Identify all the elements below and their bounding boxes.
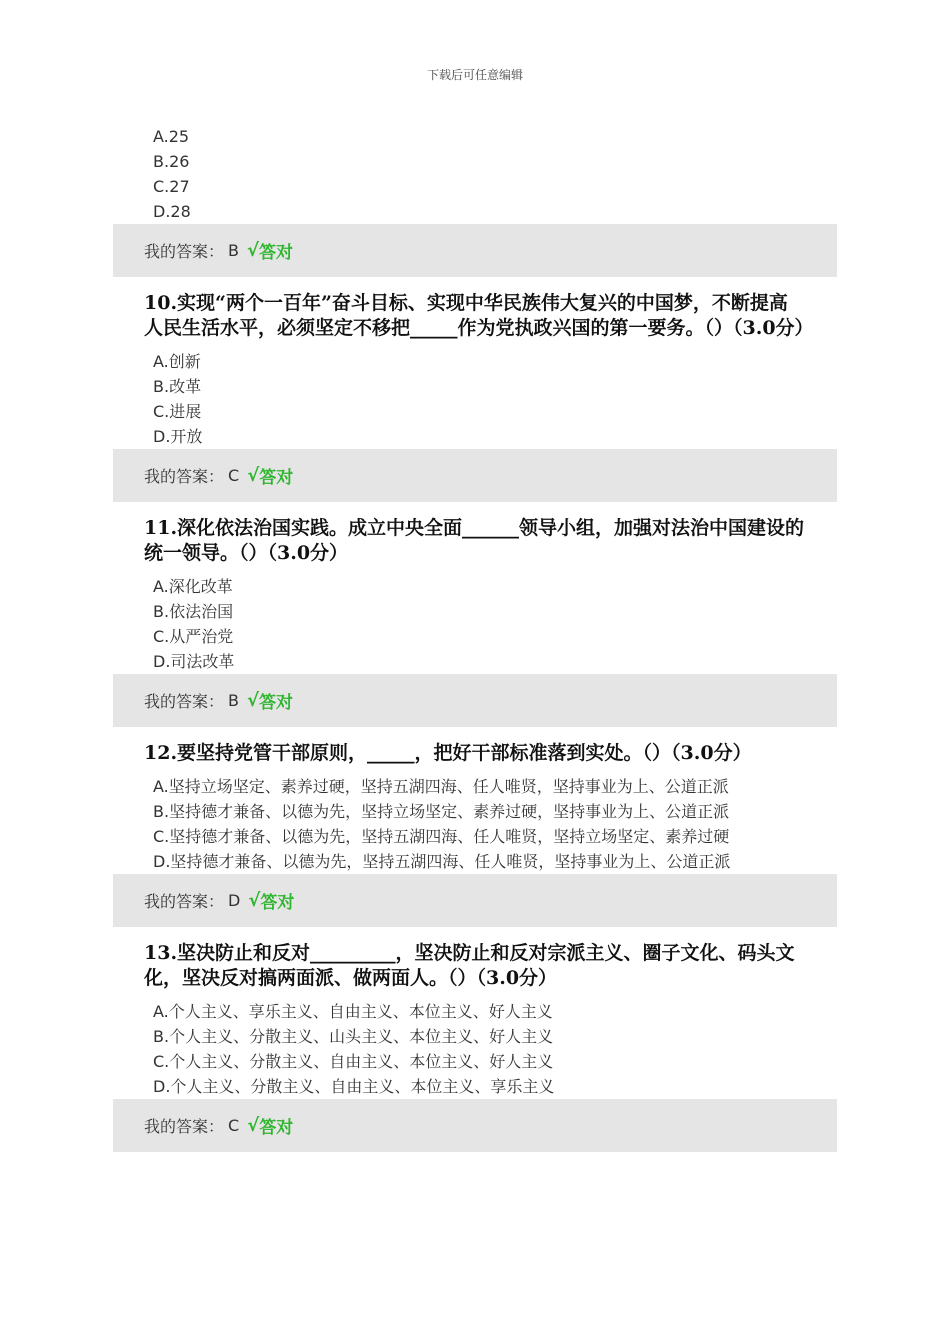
option-list xyxy=(113,574,837,674)
answer-value: D xyxy=(228,891,241,910)
option-b: B.改革 xyxy=(153,377,202,396)
option-d: D.司法改革 xyxy=(153,652,235,671)
verdict-text: 答对 xyxy=(259,468,294,488)
option-d: D.28 xyxy=(153,202,191,221)
quiz-content xyxy=(113,124,837,1152)
option-list xyxy=(113,999,837,1099)
answer-label: 我的答案： xyxy=(144,467,225,486)
option-a: A.25 xyxy=(153,127,190,146)
answer-bar xyxy=(113,1099,837,1152)
answer-bar xyxy=(113,449,837,502)
option-list xyxy=(113,774,837,874)
verdict-text: 答对 xyxy=(259,243,294,263)
checkmark-icon: √ xyxy=(247,1115,260,1136)
question-title: 13.坚决防止和反对_________，坚决防止和反对宗派主义、圈子文化、码头文化，坚决反对搞两面派、做两面人。（）（3.0分） xyxy=(144,942,795,989)
option-c: C.进展 xyxy=(153,402,202,421)
answer-bar xyxy=(113,674,837,727)
option-b: B.坚持德才兼备、以德为先，坚持立场坚定、素养过硬，坚持事业为上、公道正派 xyxy=(153,802,730,821)
page-header: 下载后可任意编辑 xyxy=(426,68,523,82)
option-b: B.依法治国 xyxy=(153,602,234,621)
answer-value: C xyxy=(228,1116,240,1135)
checkmark-icon: √ xyxy=(247,690,260,711)
answer-label: 我的答案： xyxy=(144,692,225,711)
option-list xyxy=(113,349,837,449)
verdict-text: 答对 xyxy=(260,893,295,913)
answer-value: B xyxy=(228,241,239,260)
verdict-text: 答对 xyxy=(259,1118,294,1138)
checkmark-icon: √ xyxy=(248,890,261,911)
answer-bar xyxy=(113,224,837,277)
answer-value: B xyxy=(228,691,239,710)
option-list xyxy=(113,124,837,224)
checkmark-icon: √ xyxy=(247,240,260,261)
option-d: D.个人主义、分散主义、自由主义、本位主义、享乐主义 xyxy=(153,1077,555,1096)
checkmark-icon: √ xyxy=(247,465,260,486)
question-title: 12.要坚持党管干部原则，_____，把好干部标准落到实处。（）（3.0分） xyxy=(144,742,752,764)
question-title: 10.实现“两个一百年”奋斗目标、实现中华民族伟大复兴的中国梦，不断提高人民生活水平，必须坚定不移把_____作为党执政兴国的第一要务。（）（3.0分） xyxy=(144,292,814,339)
option-b: B.个人主义、分散主义、山头主义、本位主义、好人主义 xyxy=(153,1027,554,1046)
answer-label: 我的答案： xyxy=(144,1117,225,1136)
option-b: B.26 xyxy=(153,152,190,171)
option-c: C.个人主义、分散主义、自由主义、本位主义、好人主义 xyxy=(153,1052,554,1071)
option-c: C.从严治党 xyxy=(153,627,234,646)
option-c: C.坚持德才兼备、以德为先，坚持五湖四海、任人唯贤，坚持立场坚定、素养过硬 xyxy=(153,827,730,846)
answer-label: 我的答案： xyxy=(144,892,225,911)
option-d: D.开放 xyxy=(153,427,203,446)
answer-value: C xyxy=(228,466,240,485)
verdict-text: 答对 xyxy=(259,693,294,713)
option-a: A.个人主义、享乐主义、自由主义、本位主义、好人主义 xyxy=(153,1002,553,1021)
option-a: A.创新 xyxy=(153,352,201,371)
question-title: 11.深化依法治国实践。成立中央全面______领导小组，加强对法治中国建设的统一领导。（）（3.0分） xyxy=(144,517,805,564)
option-c: C.27 xyxy=(153,177,190,196)
option-d: D.坚持德才兼备、以德为先，坚持五湖四海、任人唯贤，坚持事业为上、公道正派 xyxy=(153,852,731,871)
option-a: A.深化改革 xyxy=(153,577,233,596)
answer-label: 我的答案： xyxy=(144,242,225,261)
answer-bar xyxy=(113,874,837,927)
option-a: A.坚持立场坚定、素养过硬，坚持五湖四海、任人唯贤，坚持事业为上、公道正派 xyxy=(153,777,729,796)
